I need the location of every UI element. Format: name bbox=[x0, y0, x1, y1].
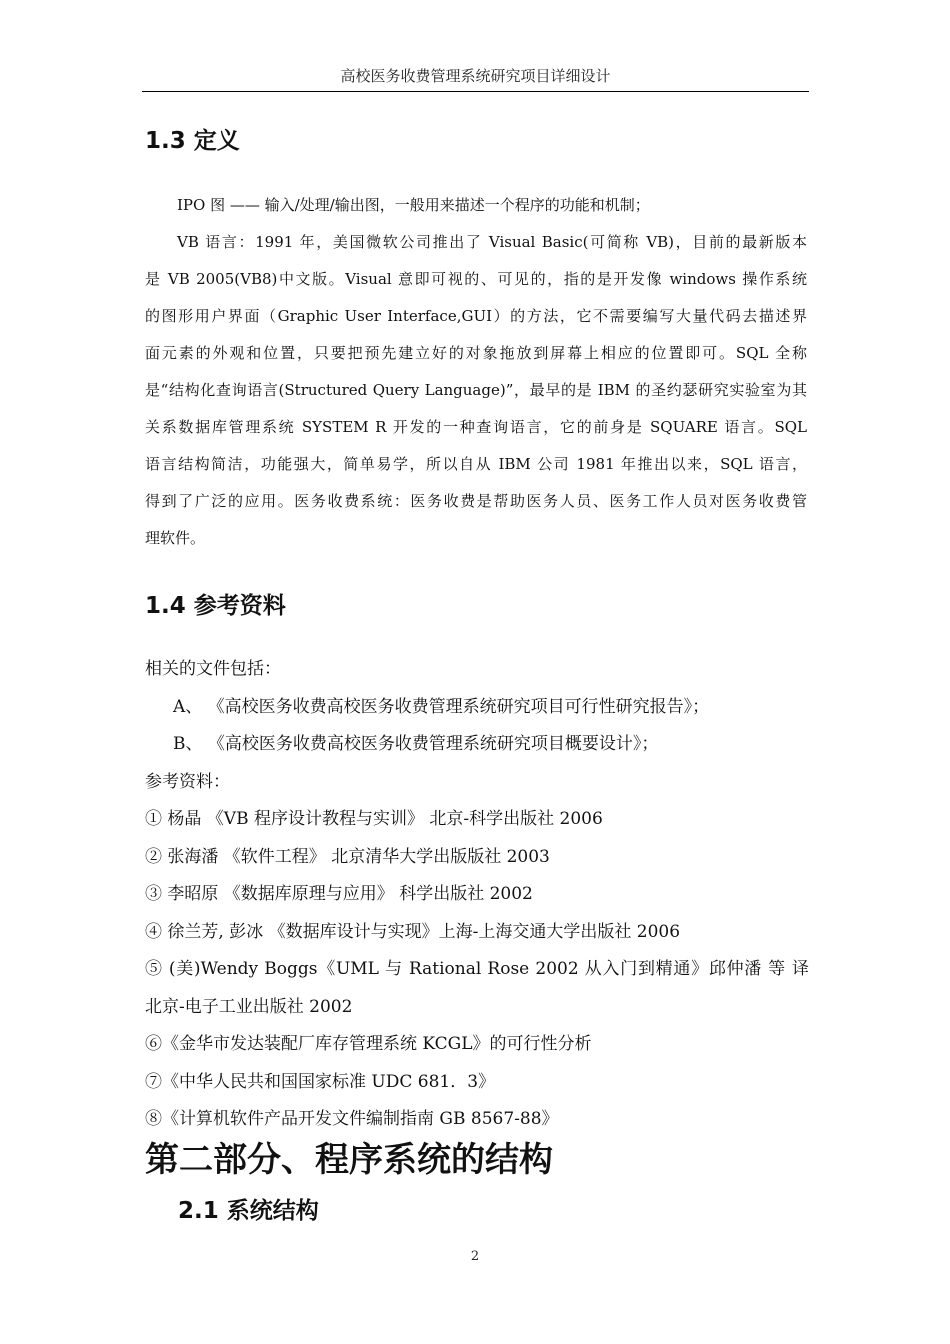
paragraph-line: 语言结构简洁，功能强大，简单易学，所以自从 IBM 公司 1981 年推出以来，SQL 语言， bbox=[145, 455, 807, 473]
paragraph-line: 得到了广泛的应用。医务收费系统：医务收费是帮助医务人员、医务工作人员对医务收费管 bbox=[145, 492, 807, 510]
paragraph-line: VB 语言：1991 年，美国微软公司推出了 Visual Basic(可简称 VB)，目前的最新版本 bbox=[177, 233, 807, 251]
paragraph-line: 面元素的外观和位置，只要把预先建立好的对象拖放到屏幕上相应的位置即可。SQL 全称 bbox=[145, 344, 807, 362]
running-header: 高校医务收费管理系统研究项目详细设计 bbox=[340, 67, 611, 85]
reference-item: ① 杨晶 《VB 程序设计教程与实训》 北京-科学出版社 2006 bbox=[145, 809, 603, 829]
reference-item: ④ 徐兰芳, 彭冰 《数据库设计与实现》上海-上海交通大学出版社 2006 bbox=[145, 921, 681, 942]
related-document-item: A、 《高校医务收费高校医务收费管理系统研究项目可行性研究报告》； bbox=[173, 696, 710, 717]
reference-item: ⑤ (美)Wendy Boggs《UML 与 Rational Rose 2002 从入门到精通》邱仲潘 等 译 bbox=[145, 959, 809, 979]
section-1-4-body bbox=[145, 655, 809, 1143]
related-document-item: B、 《高校医务收费高校医务收费管理系统研究项目概要设计》； bbox=[173, 734, 659, 754]
reference-item: ⑦《中华人民共和国国家标准 UDC 681．3》 bbox=[145, 1071, 496, 1092]
section-heading-1-3: 1.3 定义 bbox=[145, 128, 240, 154]
reference-heading: 参考资料： bbox=[145, 771, 230, 792]
paragraph-line: 是“结构化查询语言(Structured Query Language)”，最早的是 IBM 的圣约瑟研究实验室为其 bbox=[145, 381, 807, 399]
reference-item-continued: 北京-电子工业出版社 2002 bbox=[145, 996, 353, 1017]
page-number: 2 bbox=[470, 1249, 480, 1264]
paragraph-line: 理软件。 bbox=[145, 529, 206, 547]
header-divider bbox=[142, 91, 809, 92]
reference-item: ⑥《金华市发达装配厂库存管理系统 KCGL》的可行性分析 bbox=[145, 1034, 592, 1054]
reference-item: ⑧《计算机软件产品开发文件编制指南 GB 8567-88》 bbox=[145, 1109, 559, 1129]
part-heading-2: 第二部分、程序系统的结构 bbox=[145, 1140, 553, 1180]
reference-item: ③ 李昭原 《数据库原理与应用》 科学出版社 2002 bbox=[145, 884, 533, 904]
section-1-3-body bbox=[145, 192, 807, 562]
section-heading-1-4: 1.4 参考资料 bbox=[145, 593, 286, 619]
paragraph-line: 关系数据库管理系统 SYSTEM R 开发的一种查询语言，它的前身是 SQUARE 语言。SQL bbox=[145, 418, 807, 436]
paragraph-line: IPO 图 —— 输入/处理/输出图，一般用来描述一个程序的功能和机制； bbox=[177, 196, 650, 214]
reference-intro: 相关的文件包括： bbox=[145, 659, 281, 679]
paragraph-line: 的图形用户界面（Graphic User Interface,GUI）的方法，它不需要编写大量代码去描述界 bbox=[145, 307, 807, 325]
section-heading-2-1: 2.1 系统结构 bbox=[178, 1198, 319, 1224]
reference-item: ② 张海潘 《软件工程》 北京清华大学出版版社 2003 bbox=[145, 846, 550, 867]
paragraph-line: 是 VB 2005(VB8)中文版。Visual 意即可视的、可见的，指的是开发像 windows 操作系统 bbox=[145, 270, 807, 288]
